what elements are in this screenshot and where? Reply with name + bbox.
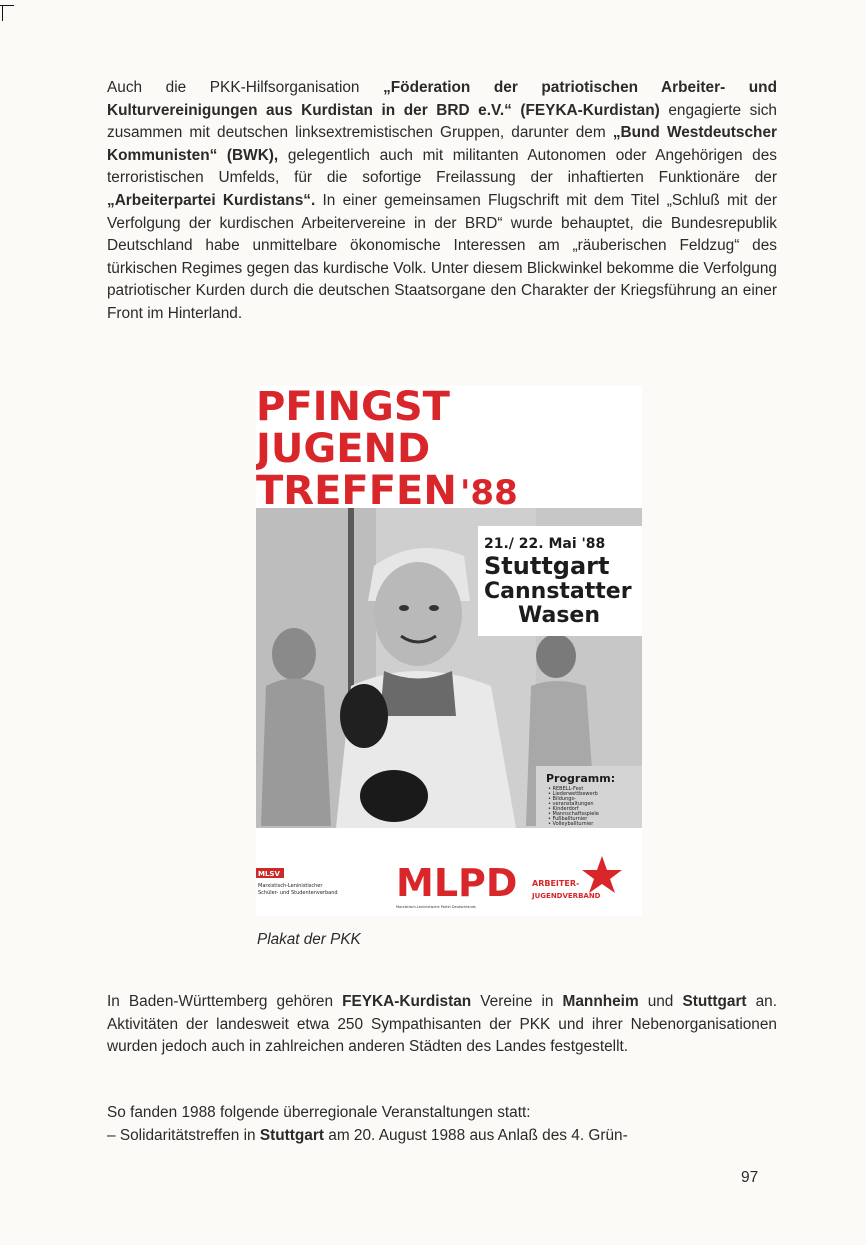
poster-title-line: PFINGST xyxy=(256,386,450,430)
bold-city-name: Stuttgart xyxy=(682,993,747,1010)
poster-title-line: JUGEND xyxy=(256,426,431,472)
text-run: So fanden 1988 folgende überregionale Veranstaltungen statt: xyxy=(107,1104,531,1121)
poster-venue-line: Wasen xyxy=(518,603,601,628)
bold-organisation-name: FEYKA-Kurdistan xyxy=(342,993,472,1010)
page-number: 97 xyxy=(741,1169,759,1186)
programm-item: • Bildungs- xyxy=(548,796,576,802)
bold-organisation-name: „Föderation der patriotischen Arbeiter- und Kulturvereinigungen aus Kurdistan in der BRD e.V.“ (FEYKA-Kurdistan) xyxy=(107,79,777,119)
programm-item: • Fußballturnier xyxy=(548,816,588,822)
programm-heading: Programm: xyxy=(546,772,616,785)
paragraph-events xyxy=(107,1102,777,1147)
paragraph-feyka xyxy=(107,77,777,326)
text-run: Vereine in xyxy=(471,993,563,1010)
programm-item: • veranstaltungen xyxy=(548,801,594,807)
poster-venue-line: Cannstatter xyxy=(484,579,632,604)
text-run: am 20. August 1988 aus Anlaß des 4. Grün- xyxy=(323,1126,628,1144)
event-list-item xyxy=(107,1125,777,1148)
logo-ajv-text: JUGENDVERBAND xyxy=(532,892,601,900)
programm-list xyxy=(548,786,599,827)
bold-organisation-name: „Bund Westdeutscher Kommunisten“ (BWK), xyxy=(107,124,777,164)
logo-mlpd-subtitle: Marxistisch-Leninistische Partei Deutschlands xyxy=(396,905,476,909)
logo-ajv-text: ARBEITER- xyxy=(532,879,580,888)
programm-item: • Kinderdorf xyxy=(548,806,579,812)
text-run: – Solidaritätstreffen in xyxy=(107,1126,260,1144)
text-run: an. Aktivitäten der landesweit etwa 250 Sympathisanten der PKK und ihrer Nebenorganisationen wurden jedoch auch in zahlreichen anderen Städten des Landes festgestellt. xyxy=(107,993,778,1056)
poster-city: Stuttgart xyxy=(484,552,610,580)
crop-mark xyxy=(2,5,3,21)
logo-mlsv-text: Marxistisch-Leninistischer xyxy=(258,883,323,889)
poster-date: 21./ 22. Mai '88 xyxy=(484,536,606,552)
paragraph-baden-wuerttemberg xyxy=(107,991,777,1059)
programm-item: • Mannschaftsspiele xyxy=(548,811,599,817)
poster-caption: Plakat der PKK xyxy=(257,931,361,948)
poster-year: '88 xyxy=(460,473,518,513)
text-run: und xyxy=(638,993,683,1010)
bold-city-name: Mannheim xyxy=(562,993,639,1010)
text-run: gelegentlich auch mit militanten Autonomen oder Angehörigen des terroristischen Umfelds, für die sofortige Freilassung der inhaftierten Funktionäre der xyxy=(107,146,777,187)
text-run: In Baden-Württemberg gehören xyxy=(107,993,343,1010)
programm-item: • REBELL-Fest xyxy=(548,786,584,792)
text-run: In einer gemeinsamen Flugschrift mit dem Titel „Schluß mit der Verfolgung der kurdischen Arbeitervereine in der BRD“ wurde behauptet, die Bundesrepublik Deutschland habe unmittelbare ökonomische Interessen am „räuberischen Feldzug“ des türkischen Regimes gegen das kurdische Volk. Unter diesem Blickwinkel bekomme die Verfolgung patriotischer Kurden durch die deutschen Staatsorgane den Charakter der Kriegsführung an einer Front im Hinterland. xyxy=(107,191,777,322)
programm-item: • Liederwettbewerb xyxy=(548,791,598,797)
logo-mlpd: MLPD xyxy=(396,861,518,905)
bold-city-name: Stuttgart xyxy=(259,1126,324,1144)
text-run: engagierte sich zusammen mit deutschen linksextremistischen Gruppen, darunter dem xyxy=(107,101,777,142)
text-run: Auch die PKK-Hilfsorganisation xyxy=(107,79,384,96)
logo-mlsv-text: Schüler- und Studentenverband xyxy=(258,890,338,896)
bold-organisation-name: „Arbeiterpartei Kurdistans“. xyxy=(107,191,316,209)
poster-image xyxy=(256,386,642,916)
poster-title-line: TREFFEN xyxy=(256,468,457,514)
programm-item: • Volleyballturnier xyxy=(548,821,594,827)
logo-mlsv-abbr: MLSV xyxy=(258,870,280,878)
